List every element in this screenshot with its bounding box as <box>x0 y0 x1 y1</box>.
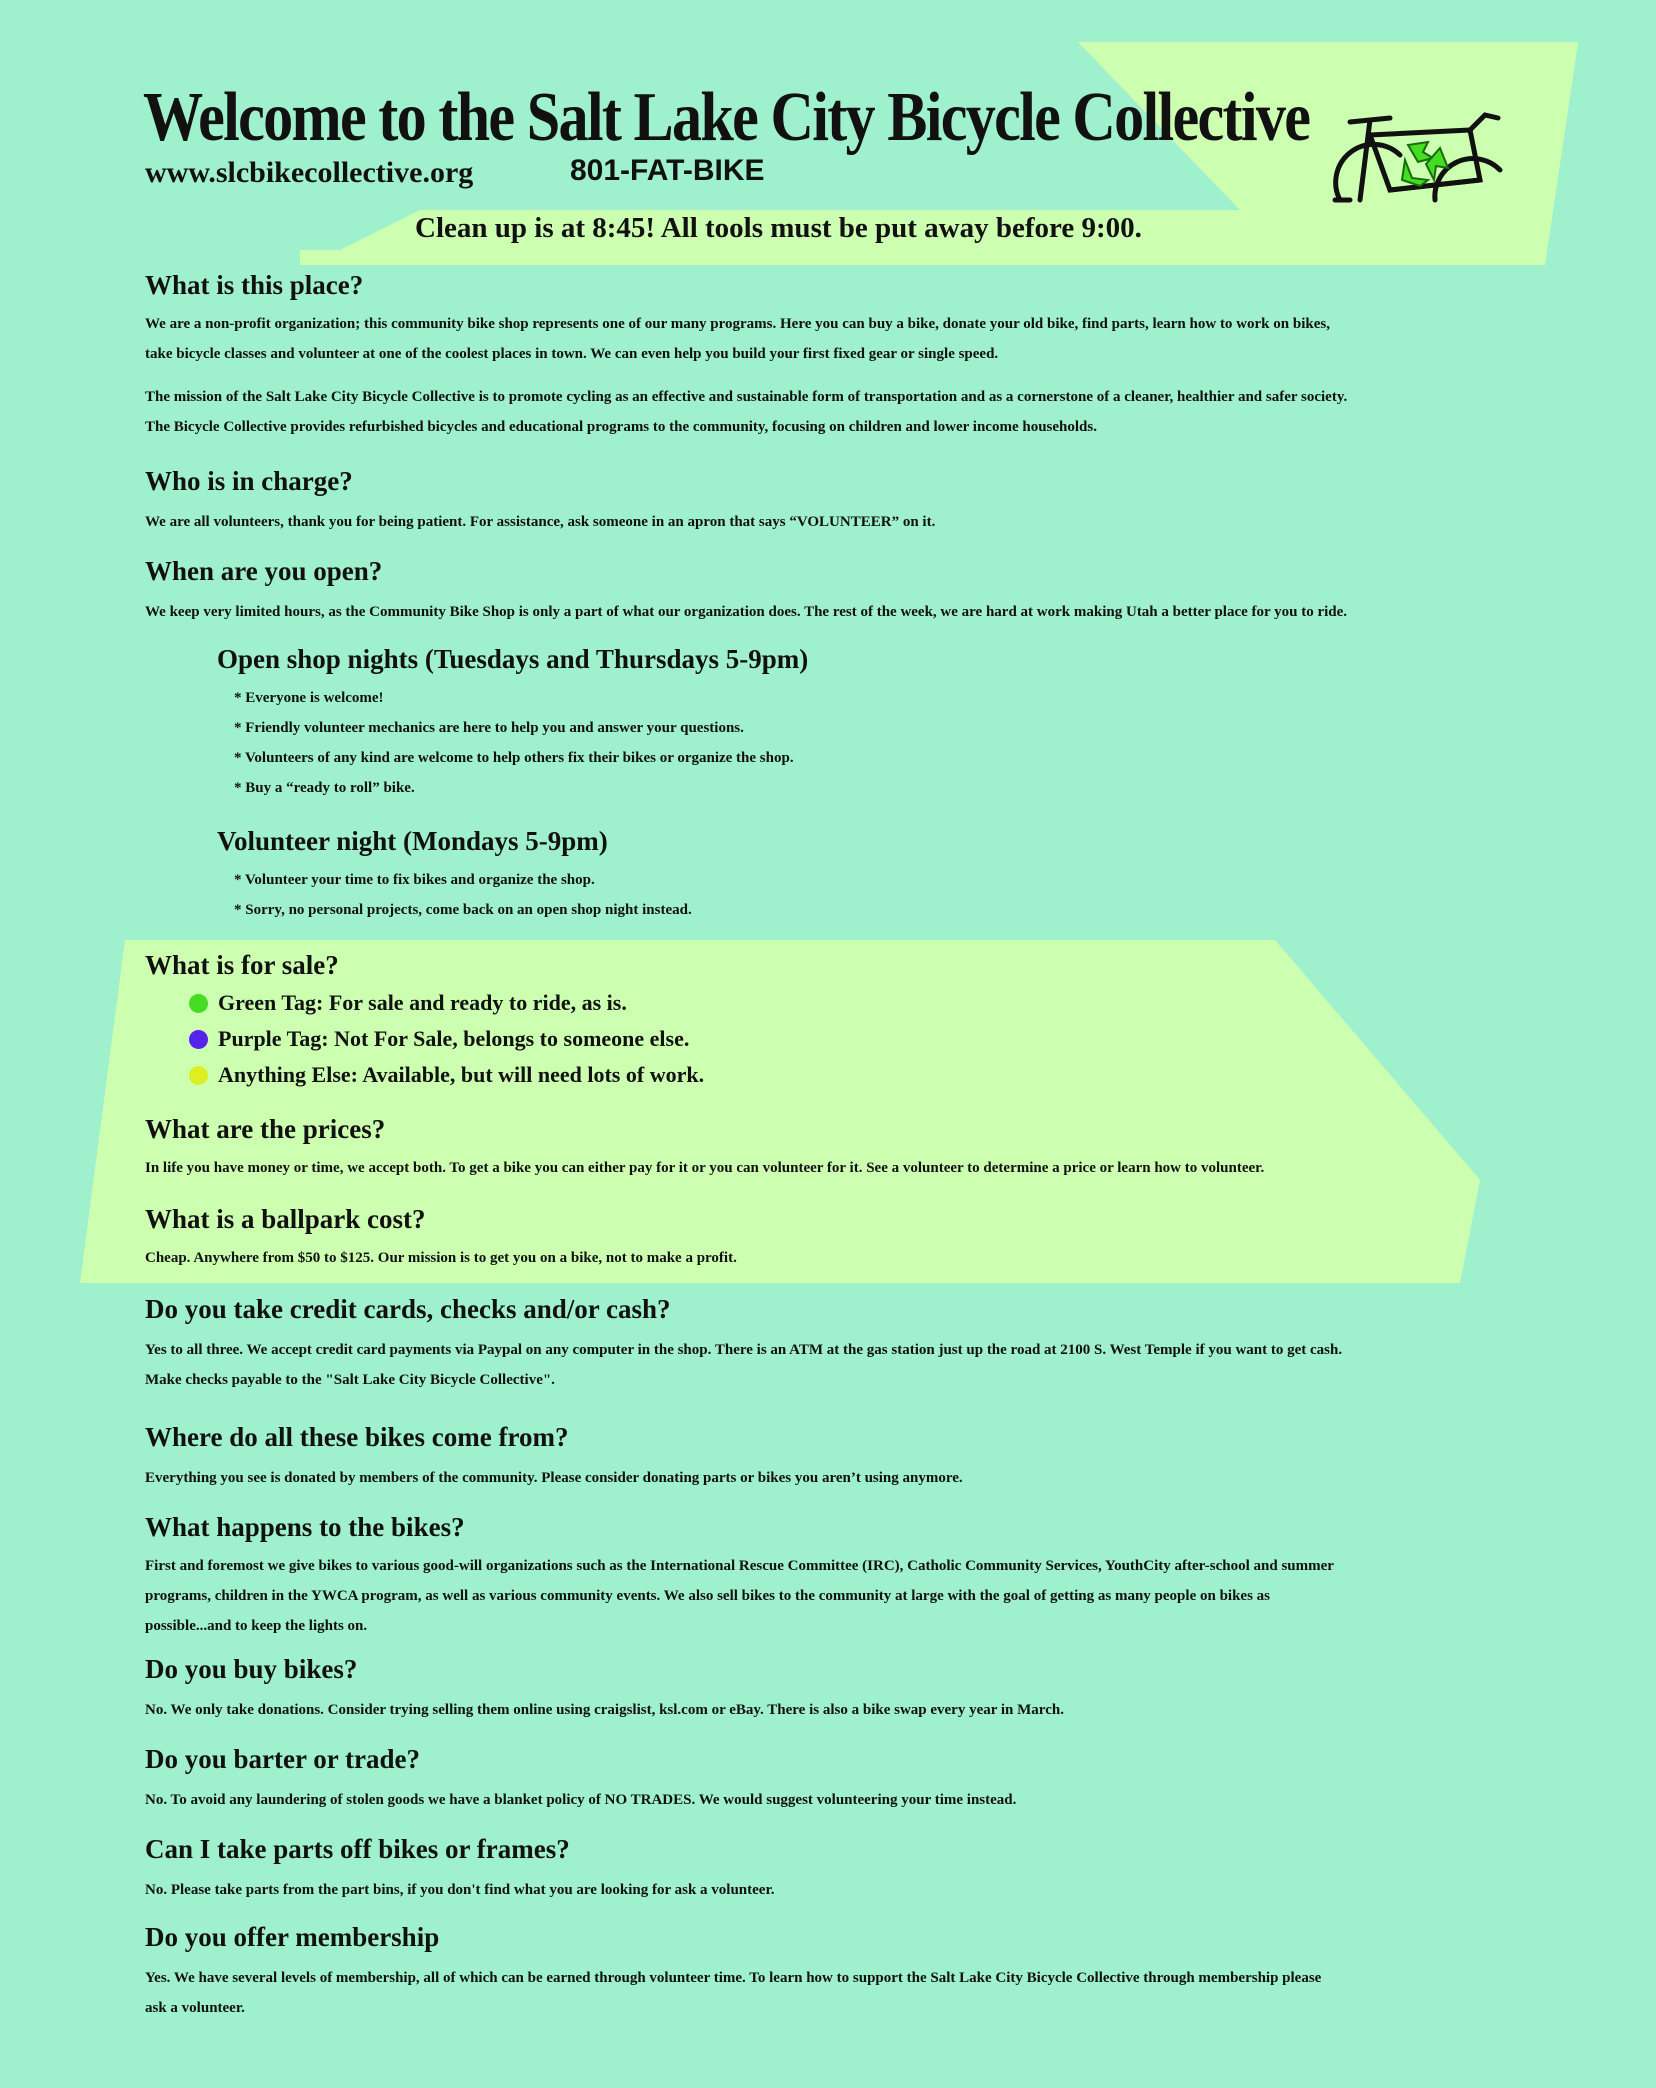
bicycle-recycle-logo-icon <box>1330 100 1510 210</box>
section-heading: Do you offer membership <box>145 1922 440 1952</box>
list-item: * Friendly volunteer mechanics are here to help you and answer your questions. <box>234 720 744 736</box>
paragraph: possible...and to keep the lights on. <box>145 1618 368 1634</box>
website-link[interactable]: www.slcbikecollective.org <box>145 156 474 189</box>
tag-label: Purple Tag: Not For Sale, belongs to someone else. <box>218 1026 690 1051</box>
paragraph: The mission of the Salt Lake City Bicycle Collective is to promote cycling as an effective and sustainable form of transportation and as a cornerstone of a cleaner, healthier and safer society. <box>145 389 1348 405</box>
section-payment <box>145 1294 1525 1395</box>
list-item: * Sorry, no personal projects, come back on an open shop night instead. <box>234 902 692 918</box>
section-barter-or-trade <box>145 1744 1525 1815</box>
section-heading: Can I take parts off bikes or frames? <box>145 1834 570 1864</box>
paragraph: The Bicycle Collective provides refurbished bicycles and educational programs to the community, focusing on children and lower income households. <box>145 419 1097 435</box>
section-take-parts <box>145 1834 1525 1905</box>
section-heading: Who is in charge? <box>145 466 353 496</box>
paragraph: We are all volunteers, thank you for being patient. For assistance, ask someone in an apron that says “VOLUNTEER” on it. <box>145 514 936 530</box>
section-heading: What happens to the bikes? <box>145 1512 465 1542</box>
section-what-is-for-sale <box>145 950 1525 1093</box>
list-item: * Volunteer your time to fix bikes and organize the shop. <box>234 872 595 888</box>
section-what-happens-to-bikes <box>145 1512 1525 1641</box>
volunteer-night <box>217 826 1417 925</box>
paragraph: We are a non-profit organization; this community bike shop represents one of our many programs. Here you can buy a bike, donate your old bike, find parts, learn how to work on bikes, <box>145 316 1330 332</box>
list-item: * Buy a “ready to roll” bike. <box>234 780 415 796</box>
paragraph: programs, children in the YWCA program, as well as various community events. We also sell bikes to the community at large with the goal of getting as many people on bikes as <box>145 1588 1270 1604</box>
section-where-bikes-come-from <box>145 1422 1525 1493</box>
tag-legend <box>145 985 1525 1093</box>
section-membership <box>145 1922 1525 2023</box>
list-item: * Volunteers of any kind are welcome to help others fix their bikes or organize the shop. <box>234 750 794 766</box>
cleanup-notice: Clean up is at 8:45! All tools must be put away before 9:00. <box>415 212 1142 244</box>
section-do-you-buy-bikes <box>145 1654 1525 1725</box>
tag-label: Anything Else: Available, but will need lots of work. <box>218 1062 705 1087</box>
yellow-tag-icon <box>189 1066 208 1085</box>
subsection-heading: Volunteer night (Mondays 5-9pm) <box>217 826 608 856</box>
paragraph: No. We only take donations. Consider trying selling them online using craigslist, ksl.com or eBay. There is also a bike swap every year in March. <box>145 1702 1064 1718</box>
section-heading: Where do all these bikes come from? <box>145 1422 569 1452</box>
purple-tag-icon <box>189 1030 208 1049</box>
paragraph: ask a volunteer. <box>145 2000 245 2016</box>
section-what-is-this-place <box>145 270 1525 442</box>
paragraph: Yes. We have several levels of membership, all of which can be earned through volunteer time. To learn how to support the Salt Lake City Bicycle Collective through membership please <box>145 1970 1322 1986</box>
paragraph: Everything you see is donated by members of the community. Please consider donating parts or bikes you aren’t using anymore. <box>145 1470 963 1486</box>
paragraph: We keep very limited hours, as the Community Bike Shop is only a part of what our organization does. The rest of the week, we are hard at work making Utah a better place for you to ride. <box>145 604 1348 620</box>
tag-label: Green Tag: For sale and ready to ride, as is. <box>218 990 627 1015</box>
paragraph: No. To avoid any laundering of stolen goods we have a blanket policy of NO TRADES. We would suggest volunteering your time instead. <box>145 1792 1017 1808</box>
paragraph: Cheap. Anywhere from $50 to $125. Our mission is to get you on a bike, not to make a profit. <box>145 1250 737 1266</box>
section-ballpark-cost <box>145 1204 1525 1273</box>
list-item <box>189 1057 1525 1093</box>
section-heading: What is for sale? <box>145 950 339 980</box>
section-heading: Do you barter or trade? <box>145 1744 420 1774</box>
open-shop-list <box>217 683 1417 803</box>
list-item <box>189 985 1525 1021</box>
section-heading: What is a ballpark cost? <box>145 1204 426 1234</box>
section-heading: When are you open? <box>145 556 383 586</box>
volunteer-night-list <box>217 865 1417 925</box>
section-heading: Do you buy bikes? <box>145 1654 358 1684</box>
list-item <box>189 1021 1525 1057</box>
paragraph: Make checks payable to the "Salt Lake City Bicycle Collective". <box>145 1372 555 1388</box>
page-title: Welcome to the Salt Lake City Bicycle Collective <box>143 79 1310 156</box>
paragraph: take bicycle classes and volunteer at one of the coolest places in town. We can even help you build your first fixed gear or single speed. <box>145 346 999 362</box>
section-heading: What are the prices? <box>145 1114 386 1144</box>
open-shop-nights <box>217 644 1417 803</box>
paragraph: Yes to all three. We accept credit card payments via Paypal on any computer in the shop. There is an ATM at the gas station just up the road at 2100 S. West Temple if you want to get cash. <box>145 1342 1343 1358</box>
paragraph: No. Please take parts from the part bins, if you don't find what you are looking for ask a volunteer. <box>145 1882 775 1898</box>
subsection-heading: Open shop nights (Tuesdays and Thursdays 5-9pm) <box>217 644 809 674</box>
green-tag-icon <box>189 994 208 1013</box>
section-heading: What is this place? <box>145 270 364 300</box>
phone-number: 801-FAT-BIKE <box>570 154 765 187</box>
section-who-is-in-charge <box>145 466 1525 537</box>
section-heading: Do you take credit cards, checks and/or cash? <box>145 1294 671 1324</box>
paragraph: First and foremost we give bikes to various good-will organizations such as the International Rescue Committee (IRC), Catholic Community Services, YouthCity after-school and summer <box>145 1558 1334 1574</box>
list-item: * Everyone is welcome! <box>234 690 384 706</box>
section-what-are-the-prices <box>145 1114 1525 1183</box>
section-when-are-you-open <box>145 556 1525 627</box>
paragraph: In life you have money or time, we accept both. To get a bike you can either pay for it or you can volunteer for it. See a volunteer to determine a price or learn how to volunteer. <box>145 1160 1265 1176</box>
